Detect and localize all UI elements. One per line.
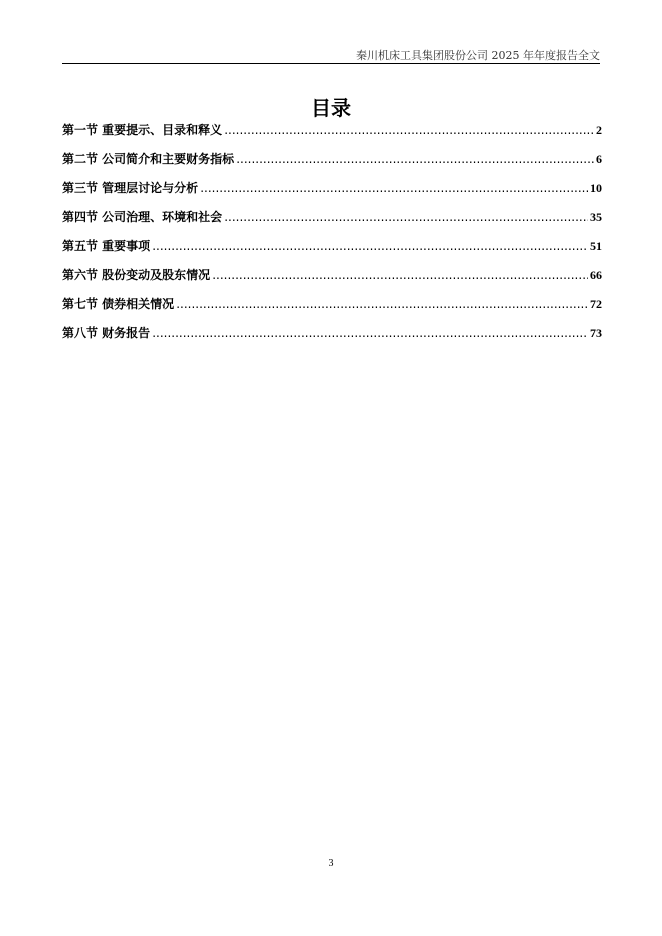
toc-entry-label: 第五节 重要事项 — [62, 239, 151, 253]
toc-entry-page: 73 — [590, 326, 602, 340]
toc-entry-label: 第六节 股份变动及股东情况 — [62, 268, 211, 282]
document-header: 秦川机床工具集团股份公司 2025 年年度报告全文 — [356, 49, 600, 62]
toc-entry[interactable] — [62, 179, 602, 208]
toc-leader-dots — [200, 181, 588, 195]
toc-leader-dots — [212, 268, 588, 282]
toc-entry-page: 72 — [590, 297, 602, 311]
toc-leader-dots — [236, 152, 594, 166]
toc-entry[interactable] — [62, 150, 602, 179]
toc-entry-page: 51 — [590, 239, 602, 253]
toc-leader-dots — [152, 326, 588, 340]
toc-list — [62, 121, 602, 353]
toc-entry-label: 第三节 管理层讨论与分析 — [62, 181, 199, 195]
page-number: 3 — [328, 858, 334, 869]
toc-entry-page: 10 — [590, 181, 602, 195]
toc-leader-dots — [224, 210, 588, 224]
toc-entry-page: 66 — [590, 268, 602, 282]
toc-entry[interactable] — [62, 237, 602, 266]
toc-entry[interactable] — [62, 266, 602, 295]
toc-entry-label: 第七节 债券相关情况 — [62, 297, 175, 311]
toc-entry-label: 第一节 重要提示、目录和释义 — [62, 123, 223, 137]
header-divider — [62, 63, 600, 64]
toc-entry[interactable] — [62, 295, 602, 324]
toc-entry[interactable] — [62, 208, 602, 237]
toc-entry-label: 第四节 公司治理、环境和社会 — [62, 210, 223, 224]
toc-entry-page: 35 — [590, 210, 602, 224]
toc-leader-dots — [176, 297, 588, 311]
toc-entry-page: 6 — [596, 152, 602, 166]
toc-leader-dots — [224, 123, 594, 137]
toc-entry[interactable] — [62, 121, 602, 150]
toc-leader-dots — [152, 239, 588, 253]
toc-title: 目录 — [311, 96, 351, 120]
toc-entry-page: 2 — [596, 123, 602, 137]
toc-entry[interactable] — [62, 324, 602, 353]
toc-entry-label: 第二节 公司简介和主要财务指标 — [62, 152, 235, 166]
toc-entry-label: 第八节 财务报告 — [62, 326, 151, 340]
